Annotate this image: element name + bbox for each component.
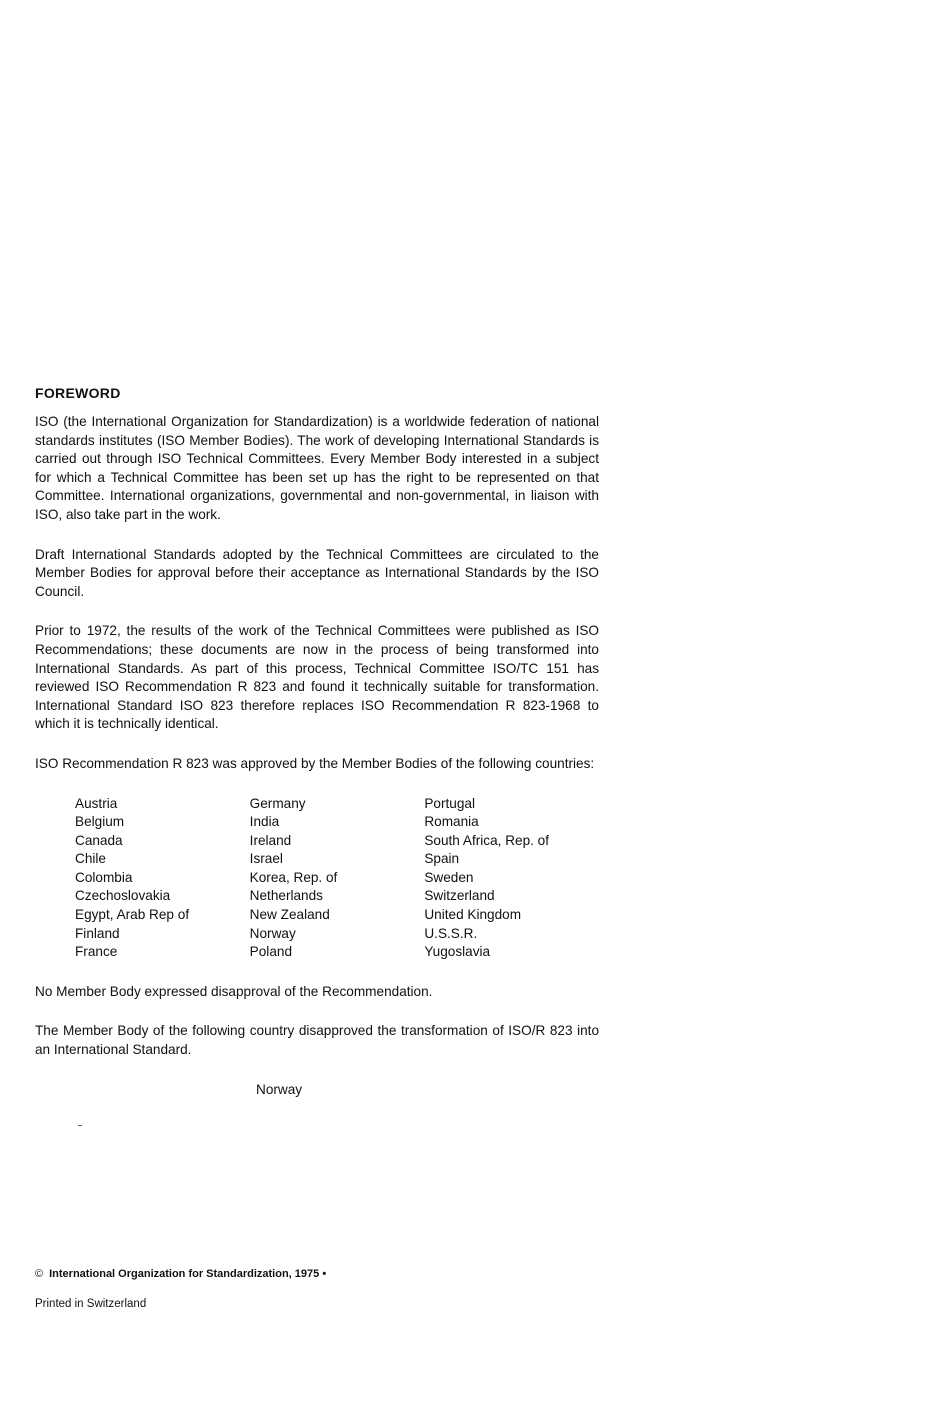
approving-countries-list (75, 795, 599, 962)
country-item: Belgium (75, 814, 125, 830)
country-item: India (249, 814, 280, 830)
scan-mark (78, 1125, 82, 1126)
country-item: Romania (424, 814, 479, 830)
page-footer (35, 1268, 326, 1310)
copyright-text: International Organization for Standardization, 1975 • (49, 1268, 327, 1280)
country-item: Norway (249, 925, 296, 941)
country-item: Czechoslovakia (75, 888, 171, 904)
country-item: South Africa, Rep. of (424, 832, 550, 848)
printed-in: Printed in Switzerland (35, 1298, 147, 1310)
country-item: Korea, Rep. of (249, 869, 338, 885)
no-disapproval-statement: No Member Body expressed disapproval of the Recommendation. (35, 983, 433, 999)
country-item: Netherlands (249, 888, 323, 904)
country-item: Ireland (249, 832, 292, 848)
countries-column-2 (250, 795, 425, 962)
country-item: Israel (249, 851, 283, 867)
foreword-paragraph-3: Prior to 1972, the results of the work of the Technical Committees were published as ISO Recommendations; these documents are now in the process of being transformed into International Standards. As part of this process, Technical Committee ISO/TC 151 has reviewed ISO Recommendation R 823 and found it technically suitable for transformation. International Standard ISO 823 therefore replaces ISO Recommendation R 823-1968 to which it is technically identical. (35, 623, 599, 732)
country-item: United Kingdom (424, 907, 522, 923)
copyright-line (35, 1268, 326, 1280)
country-item: Yugoslavia (424, 944, 491, 960)
foreword-paragraph-1: ISO (the International Organization for Standardization) is a worldwide federation of national standards institutes (ISO Member Bodies). The work of developing International Standards is carried out through ISO Technical Committees. Every Member Body interested in a subject for which a Technical Committee has been set up has the right to be represented on that Committee. International organizations, governmental and non-governmental, in liaison with ISO, also take part in the work. (35, 414, 599, 522)
country-item: Sweden (424, 869, 474, 885)
disapproving-country: Norway (256, 1081, 303, 1097)
country-item: New Zealand (249, 907, 330, 923)
country-item: Portugal (424, 795, 475, 811)
country-item: Spain (424, 851, 460, 867)
countries-column-3 (424, 795, 599, 962)
country-item: Finland (75, 925, 120, 941)
foreword-title: FOREWORD (35, 385, 121, 401)
country-item: Austria (75, 795, 118, 811)
country-item: Poland (249, 944, 292, 960)
country-item: France (75, 944, 118, 960)
country-item: Colombia (75, 869, 133, 885)
country-item: Canada (75, 832, 123, 848)
approval-intro: ISO Recommendation R 823 was approved by the Member Bodies of the following countries: (35, 755, 595, 771)
copyright-symbol: © (35, 1268, 44, 1280)
country-item: Germany (249, 795, 306, 811)
foreword-paragraph-2: Draft International Standards adopted by the Technical Committees are circulated to the Member Bodies for approval before their acceptance as International Standards by the ISO Council. (35, 546, 599, 599)
country-item: Egypt, Arab Rep of (75, 907, 190, 923)
country-item: Switzerland (424, 888, 495, 904)
country-item: U.S.S.R. (424, 925, 478, 941)
countries-column-1 (75, 795, 250, 962)
disapproval-intro: The Member Body of the following country disapproved the transformation of ISO/R 823 into an International Standard. (35, 1023, 599, 1058)
foreword-section (35, 385, 599, 1099)
country-item: Chile (75, 851, 106, 867)
